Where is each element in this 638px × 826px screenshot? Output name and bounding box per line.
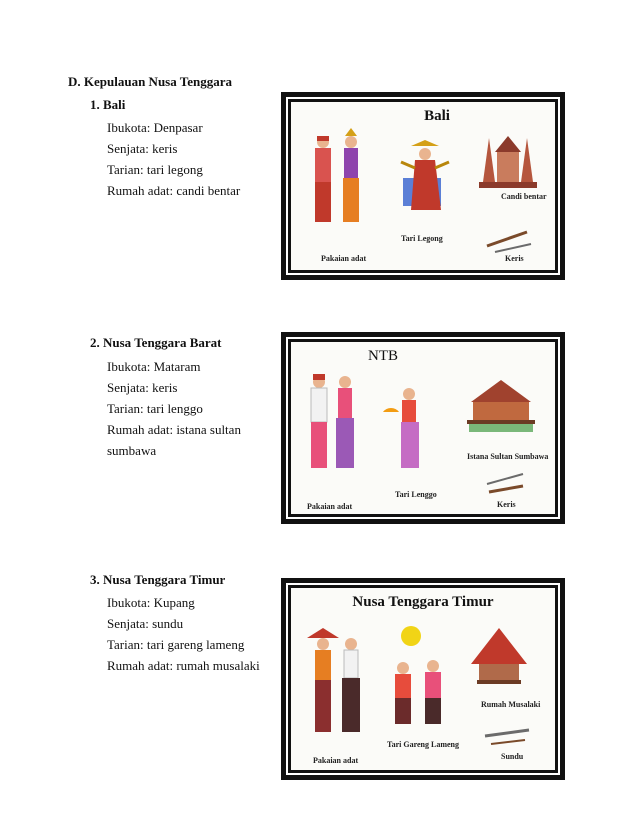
ntb-illustration-art: [291, 342, 555, 514]
house-line-continued: sumbawa: [107, 443, 157, 458]
caption-costume: Pakaian adat: [307, 502, 353, 511]
illustration-ntt: [291, 588, 555, 770]
capital-line: Ibukota: Kupang: [107, 595, 195, 610]
house-line: Rumah adat: candi bentar: [107, 183, 241, 198]
capital-line: Ibukota: Denpasar: [107, 120, 203, 135]
bali-illustration-art: [291, 102, 555, 270]
caption-dance: Tari Gareng Lameng: [387, 740, 460, 749]
illustration-ntb: [291, 342, 555, 514]
caption-weapon: Sundu: [501, 752, 524, 761]
province-title: 1. Bali: [90, 97, 126, 112]
capital-line: Ibukota: Mataram: [107, 359, 201, 374]
caption-house: Rumah Musalaki: [481, 700, 541, 709]
illustration-bali: [291, 102, 555, 270]
house-line: Rumah adat: rumah musalaki: [107, 658, 260, 673]
caption-weapon: Keris: [497, 500, 516, 509]
weapon-line: Senjata: keris: [107, 380, 178, 395]
illustration-frame: [281, 92, 565, 280]
dance-line: Tarian: tari legong: [107, 162, 203, 177]
caption-house: Istana Sultan Sumbawa: [467, 452, 549, 461]
province-details: [107, 117, 240, 201]
illustration-frame: [281, 578, 565, 780]
caption-weapon: Keris: [505, 254, 524, 263]
province-title: 2. Nusa Tenggara Barat: [90, 335, 222, 350]
dance-line: Tarian: tari gareng lameng: [107, 637, 245, 652]
province-details: [107, 592, 260, 676]
caption-costume: Pakaian adat: [321, 254, 367, 263]
illustration-title: NTB: [368, 348, 398, 364]
weapon-line: Senjata: sundu: [107, 616, 184, 631]
caption-house: Candi bentar: [501, 192, 547, 201]
province-details: [107, 356, 241, 461]
caption-costume: Pakaian adat: [313, 756, 359, 765]
caption-dance: Tari Legong: [401, 234, 443, 243]
weapon-line: Senjata: keris: [107, 141, 178, 156]
house-line: Rumah adat: istana sultan: [107, 422, 241, 437]
illustration-title: Nusa Tenggara Timur: [352, 594, 494, 610]
caption-dance: Tari Lenggo: [395, 490, 437, 499]
illustration-frame: [281, 332, 565, 524]
section-heading: D. Kepulauan Nusa Tenggara: [68, 74, 232, 89]
dance-line: Tarian: tari lenggo: [107, 401, 203, 416]
illustration-title: Bali: [424, 108, 450, 124]
province-title: 3. Nusa Tenggara Timur: [90, 572, 226, 587]
